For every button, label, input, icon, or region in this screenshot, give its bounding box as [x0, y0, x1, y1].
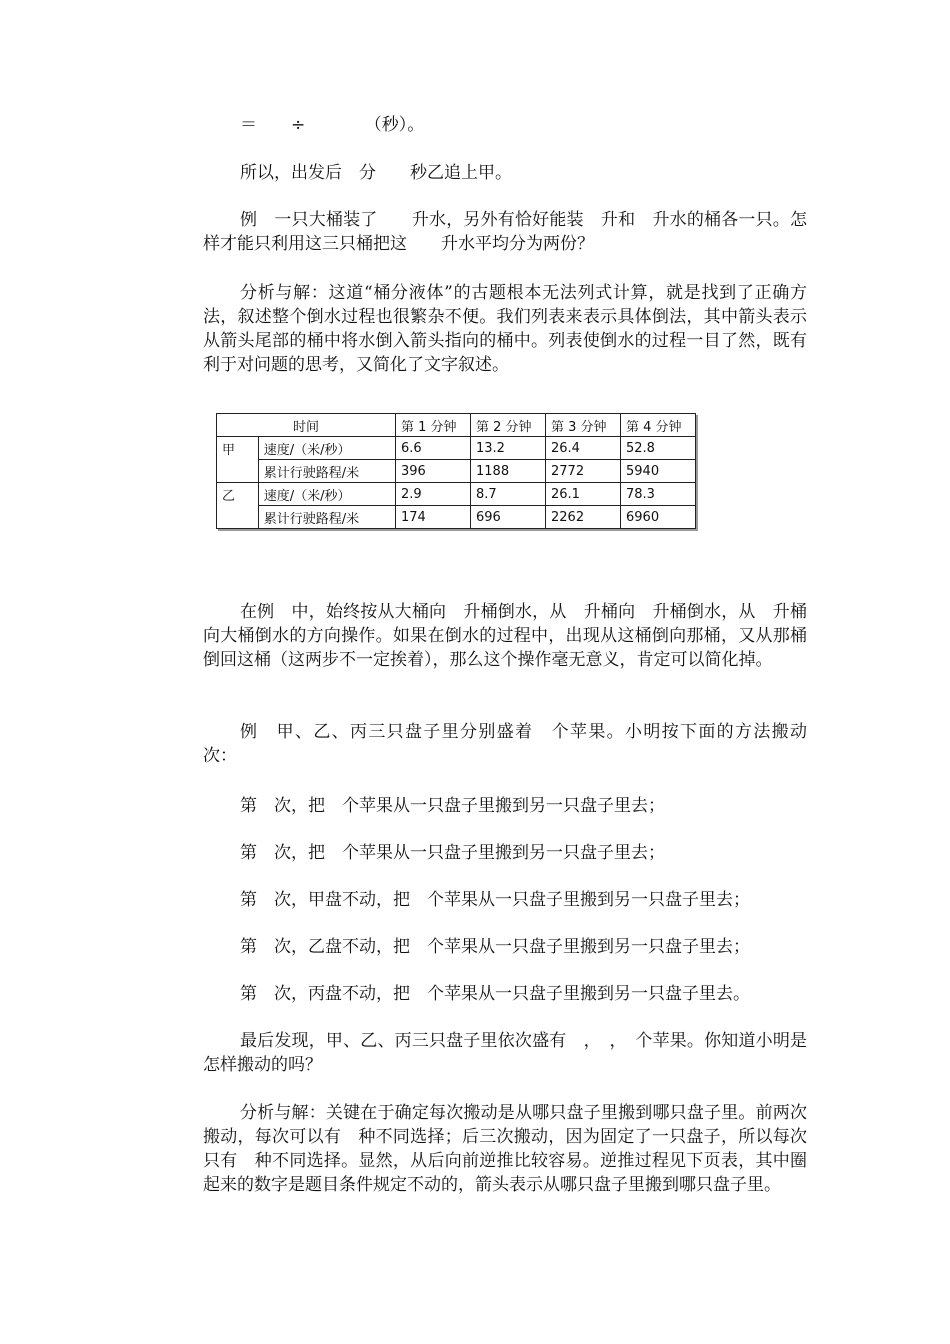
table-group-label: 乙 [217, 483, 259, 529]
table-cell: 5940 [621, 460, 696, 483]
table-row-label: 累计行驶路程/米 [258, 460, 395, 483]
table-cell: 2262 [546, 506, 621, 529]
table-header-minute-1: 第 1 分钟 [396, 414, 471, 437]
table-header-minute-3: 第 3 分钟 [546, 414, 621, 437]
paragraph-catch-up-result: 所以，出发后 分 秒乙追上甲。 [240, 163, 512, 183]
table-cell: 2772 [546, 460, 621, 483]
table-header-time: 时间 [217, 414, 396, 437]
table-cell: 1188 [471, 460, 546, 483]
paragraph-apple-analysis: 分析与解：关键在于确定每次搬动是从哪只盘子里搬到哪只盘子里。前两次搬动，每次可以有 种不同选择；后三次搬动，因为固定了一只盘子，所以每次只有 种不同选择。显然，从后向前逆推比较容易。逆推过程见下页表，其中圈起来的数字是题目条件规定不动的，箭头表示从哪只盘子里搬到哪只盘子里。 [203, 1103, 807, 1195]
table-row-label: 累计行驶路程/米 [258, 506, 395, 529]
table-row [217, 483, 696, 506]
paragraph-move-5: 第 次，丙盘不动，把 个苹果从一只盘子里搬到另一只盘子里去。 [240, 984, 750, 1004]
table-cell: 6960 [621, 506, 696, 529]
paragraph-time-equation: ＝ ÷ （秒）。 [240, 115, 425, 135]
paragraph-bucket-example: 例 一只大桶装了 升水，另外有恰好能装 升和 升水的桶各一只。怎样才能只利用这三只桶把这 升水平均分为两份？ [203, 210, 807, 254]
table-cell: 26.1 [546, 483, 621, 506]
table-row [217, 437, 696, 460]
paragraph-move-1: 第 次，把 个苹果从一只盘子里搬到另一只盘子里去； [240, 796, 665, 816]
table-cell: 174 [396, 506, 471, 529]
table-row [217, 460, 696, 483]
paragraph-move-4: 第 次，乙盘不动，把 个苹果从一只盘子里搬到另一只盘子里去； [240, 937, 750, 957]
table-cell: 26.4 [546, 437, 621, 460]
table-group-label: 甲 [217, 437, 259, 483]
table-cell: 78.3 [621, 483, 696, 506]
paragraph-move-3: 第 次，甲盘不动，把 个苹果从一只盘子里搬到另一只盘子里去； [240, 890, 750, 910]
table-cell: 8.7 [471, 483, 546, 506]
speed-distance-table [216, 413, 696, 529]
paragraph-apple-question: 最后发现，甲、乙、丙三只盘子里依次盛有 ， ， 个苹果。你知道小明是怎样搬动的吗？ [203, 1031, 807, 1075]
table-cell: 2.9 [396, 483, 471, 506]
table-cell: 396 [396, 460, 471, 483]
table-cell: 6.6 [396, 437, 471, 460]
paragraph-apple-example: 例 甲、乙、丙三只盘子里分别盛着 个苹果。小明按下面的方法搬动 次： [203, 722, 824, 766]
table-header-minute-4: 第 4 分钟 [621, 414, 696, 437]
paragraph-pouring-direction: 在例 中，始终按从大桶向 升桶倒水，从 升桶向 升桶倒水，从 升桶向大桶倒水的方向操作。如果在倒水的过程中，出现从这桶倒向那桶，又从那桶倒回这桶（这两步不一定挨着），那么这个操作毫无意义，肯定可以简化掉。 [203, 602, 807, 670]
table-row-label: 速度/（米/秒） [258, 437, 395, 460]
paragraph-bucket-analysis: 分析与解：这道“桶分液体”的古题根本无法列式计算，就是找到了正确方法，叙述整个倒水过程也很繁杂不便。我们列表来表示具体倒法，其中箭头表示从箭头尾部的桶中将水倒入箭头指向的桶中。列表使倒水的过程一目了然，既有利于对问题的思考，又简化了文字叙述。 [203, 283, 807, 375]
table-header-row [217, 414, 696, 437]
table-row-label: 速度/（米/秒） [258, 483, 395, 506]
table-cell: 696 [471, 506, 546, 529]
paragraph-move-2: 第 次，把 个苹果从一只盘子里搬到另一只盘子里去； [240, 843, 665, 863]
table-cell: 52.8 [621, 437, 696, 460]
table-row [217, 506, 696, 529]
table-cell: 13.2 [471, 437, 546, 460]
table-header-minute-2: 第 2 分钟 [471, 414, 546, 437]
